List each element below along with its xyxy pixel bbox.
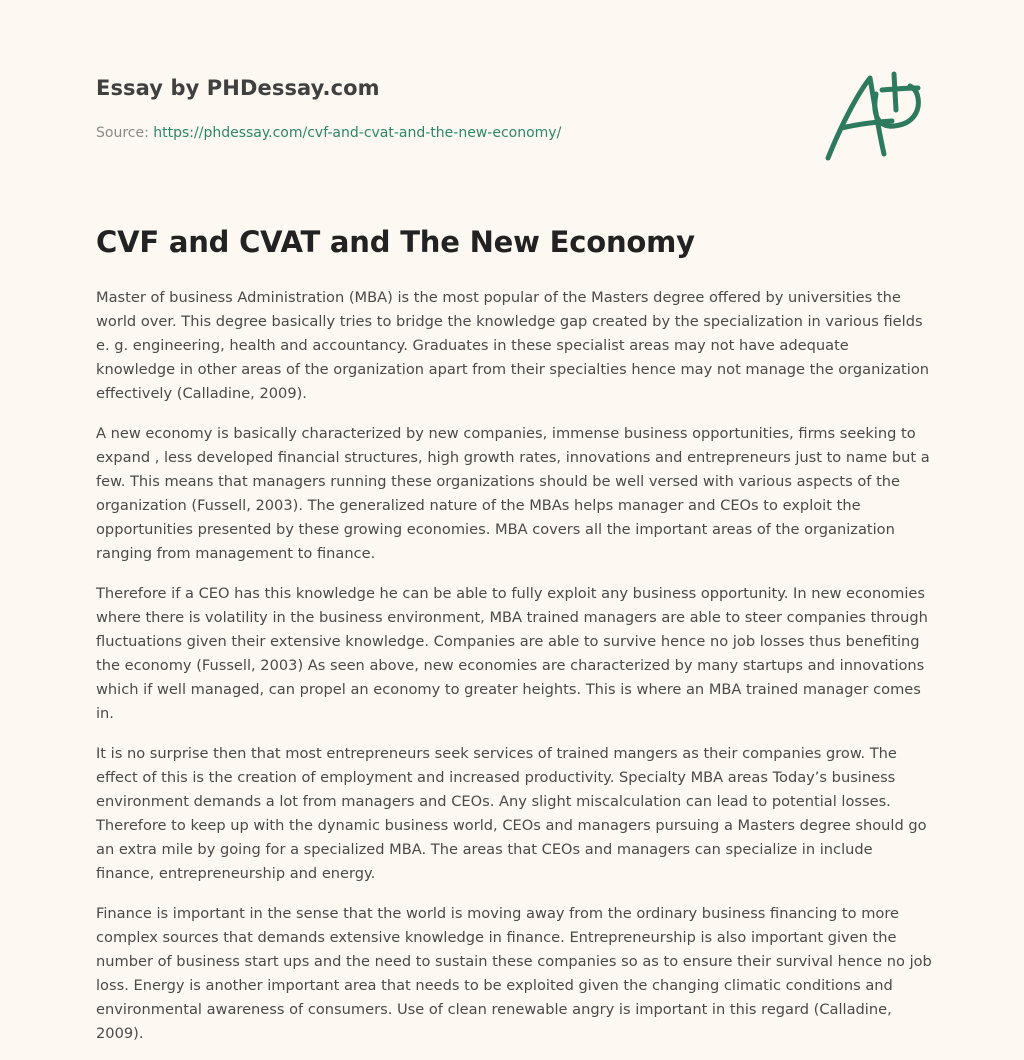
essay-paragraph: A new economy is basically characterized by new companies, immense business opportunities, firms seeking to expand , less developed financial structures, high growth rates, innovations and entrepreneurs just to name but a few. This means that managers running these organizations should be well versed with various aspects of the organization (Fussell, 2003). The generalized nature of the MBAs helps manager and CEOs to exploit the opportunities presented by these growing economies. MBA covers all the important areas of the organization ranging from management to finance. xyxy=(96,425,930,562)
essay-title: CVF and CVAT and The New Economy xyxy=(96,225,695,259)
a-plus-logo-icon xyxy=(818,66,930,166)
source-label: Source: xyxy=(96,125,149,141)
essay-paragraph: It is no surprise then that most entrepreneurs seek services of trained mangers as their companies grow. The effect of this is the creation of employment and increased productivity. Specialty MBA areas Today’s business environment demands a lot from managers and CEOs. Any slight miscalculation can lead to potential losses. Therefore to keep up with the dynamic business world, CEOs and managers pursuing a Masters degree should go an extra mile by going for a specialized MBA. The areas that CEOs and managers can specialize in include finance, entrepreneurship and energy. xyxy=(96,745,927,882)
essay-paragraph: Master of business Administration (MBA) is the most popular of the Masters degree offered by universities the world over. This degree basically tries to bridge the knowledge gap created by the specialization in various fields e. g. engineering, health and accountancy. Graduates in these specialist areas may not have adequate knowledge in other areas of the organization apart from their specialties hence may not manage the organization effectively (Calladine, 2009). xyxy=(96,289,929,402)
brand-title: Essay by PHDessay.com xyxy=(96,76,380,100)
source-link[interactable]: https://phdessay.com/cvf-and-cvat-and-the-new-economy/ xyxy=(153,125,562,141)
essay-paragraph: Finance is important in the sense that the world is moving away from the ordinary business financing to more complex sources that demands extensive knowledge in finance. Entrepreneurship is also important given the number of business start ups and the need to sustain these companies so as to ensure their survival hence no job loss. Energy is another important area that needs to be exploited given the changing climatic conditions and environmental awareness of consumers. Use of clean renewable angry is important in this regard (Calladine, 2009). xyxy=(96,905,932,1042)
essay-body xyxy=(96,286,932,1060)
source-line xyxy=(96,125,561,141)
essay-paragraph: Therefore if a CEO has this knowledge he can be able to fully exploit any business opportunity. In new economies where there is volatility in the business environment, MBA trained managers are able to steer companies through fluctuations given their extensive knowledge. Companies are able to survive hence no job losses thus benefiting the economy (Fussell, 2003) As seen above, new economies are characterized by many startups and innovations which if well managed, can propel an economy to greater heights. This is where an MBA trained manager comes in. xyxy=(96,585,928,722)
